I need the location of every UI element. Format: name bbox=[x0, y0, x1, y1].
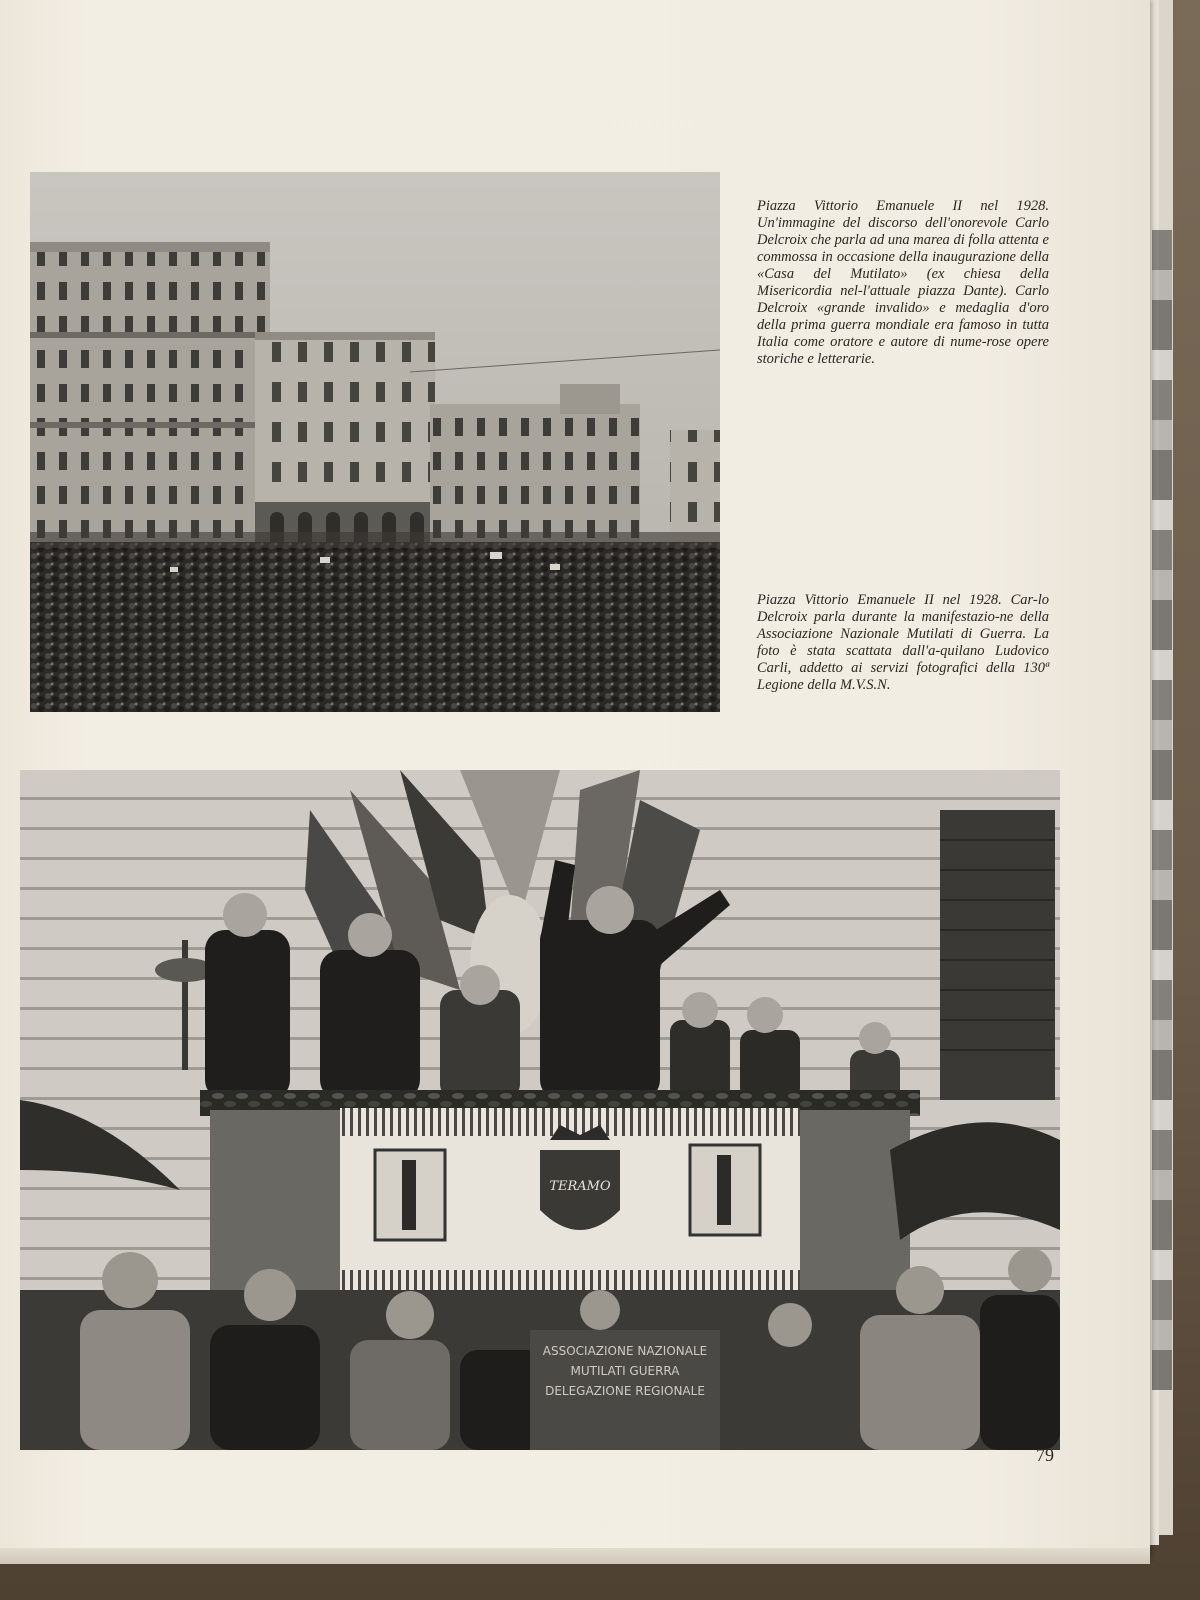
caption-top: Piazza Vittorio Emanuele II nel 1928. Un'immagine del discorso dell'onorevole Carlo Delcroix che parla ad una marea di folla attenta e commossa in occasione della inaugurazione della «Casa del Mutilato» (ex chiesa della Misericordia nel-l'attuale piazza Dante). Carlo Delcroix «grande invalido» e medaglia d'oro della prima guerra mondiale era famoso in tutta Italia come oratore e autore di nume-rose opere storiche e letterarie. bbox=[757, 198, 1049, 367]
page-number: 79 bbox=[1036, 1445, 1054, 1465]
photo-piazza-crowd bbox=[30, 172, 720, 712]
photo-balcony-speech bbox=[20, 770, 1060, 1450]
photo-balcony-speech-image bbox=[20, 770, 1060, 1450]
assoc-banner-line-1: ASSOCIAZIONE NAZIONALE bbox=[542, 1344, 708, 1358]
assoc-banner-line-3: DELEGAZIONE REGIONALE bbox=[545, 1384, 705, 1398]
banner-crest-text: TERAMO bbox=[549, 1179, 611, 1194]
assoc-banner-line-2: MUTILATI GUERRA bbox=[570, 1364, 680, 1378]
page-bottom-edge bbox=[0, 1548, 1150, 1564]
photo-piazza-crowd-image bbox=[30, 172, 720, 712]
page-edge-strip bbox=[1152, 230, 1172, 1390]
caption-middle: Piazza Vittorio Emanuele II nel 1928. Car-lo Delcroix parla durante la manifestazio-ne della Associazione Nazionale Mutilati di Guerra. La foto è stata scattata dall'a-quilano Ludovico Carli, addetto ai servizi fotografici della 130ª Legione della M.V.S.N. bbox=[757, 592, 1049, 693]
